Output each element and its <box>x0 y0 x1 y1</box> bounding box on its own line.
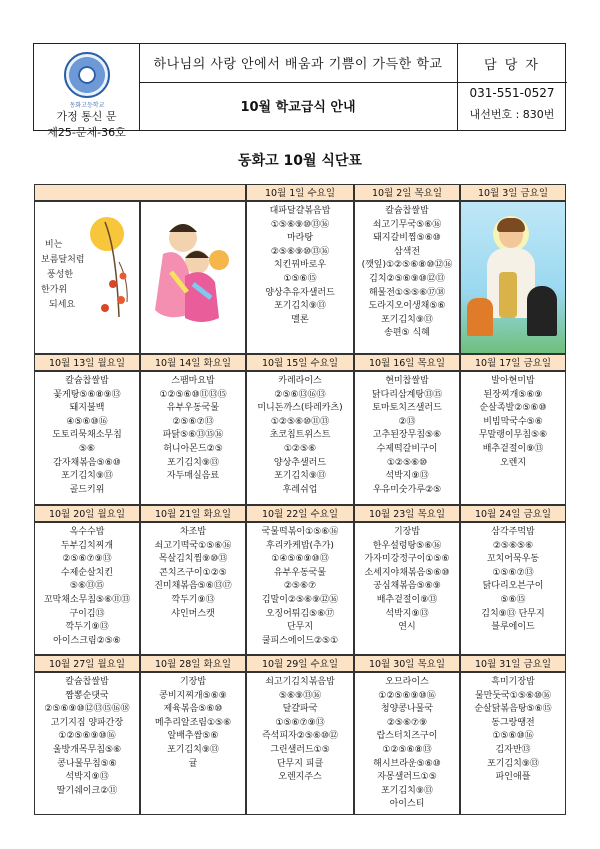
menu-item: ⑤⑥⑬⑮ <box>69 581 105 592</box>
menu-item: ⑤⑥⑮ <box>500 594 526 605</box>
menu-item: 치킨꿔바로우 <box>273 260 327 271</box>
menu-item: 포기김치⑨⑬ <box>274 471 326 482</box>
menu-item: 목살김치찜⑨⑩⑬ <box>158 554 228 565</box>
menu-item: 김말이②⑤⑥⑨⑫⑯ <box>261 594 339 605</box>
page-title: 동화고 10월 식단표 <box>238 153 362 169</box>
menu-item: 포기김치⑨⑬ <box>274 301 326 312</box>
menu-item: ②⑤⑥⑨⑩⑫⑬⑮⑯⑱ <box>44 704 130 715</box>
menu-item: 석박지⑨⑬ <box>385 608 429 619</box>
menu-item: ①②⑤⑥⑨⑩⑯ <box>58 731 116 742</box>
day-header: 10월 17일 금요일 <box>460 354 566 371</box>
day-header: 10월 31일 금요일 <box>460 655 566 672</box>
day-header: 10월 21일 화요일 <box>140 505 246 522</box>
newsletter-header <box>33 43 566 139</box>
menu-item: 콘치즈구이①②⑤ <box>159 567 227 578</box>
menu-item: 카레라이스 <box>278 376 322 386</box>
menu-item: 소세지야채볶음⑤⑥⑩ <box>364 567 450 578</box>
menu-item: 초코칩트위스트 <box>269 430 331 441</box>
menu-item: 칼슘찹쌀밥 <box>65 376 109 386</box>
menu-item: ①⑤⑥⑩⑯ <box>492 731 534 742</box>
day-menu <box>246 522 354 655</box>
menu-item: 딸기쉐이크②⑪ <box>56 785 118 796</box>
day-header: 10월 16일 목요일 <box>354 354 460 371</box>
day-header: 10월 3일 금요일 <box>460 184 566 201</box>
menu-item: 배추겉절이⑨⑬ <box>376 594 438 605</box>
menu-item: 울방개목무침⑤⑥ <box>52 744 122 755</box>
menu-item: ①②⑤⑥⑩⑪⑬ <box>270 416 330 427</box>
menu-item: 랍스터치즈구이 <box>376 731 438 742</box>
menu-item: 기장밥 <box>179 677 207 687</box>
menu-item: 달걀파국 <box>282 704 318 715</box>
contact-extension: 내선번호 : 830번 <box>469 108 555 121</box>
calligraphy-line-1: 비는 <box>45 240 63 250</box>
school-slogan: 하나님의 사랑 안에서 배움과 기쁨이 가득한 학교 <box>153 57 443 72</box>
menu-item: 유부우동국물 <box>273 567 327 578</box>
menu-item: 메추리알조림①⑤⑥ <box>154 717 232 728</box>
calligraphy-illustration <box>35 202 135 337</box>
menu-item: ①⑤⑥⑨⑩⑬⑯ <box>270 219 330 230</box>
menu-item: 단무지 <box>286 622 314 633</box>
hanbok-children-illustration <box>141 202 241 337</box>
newsletter-label: 가정 통신 문 <box>56 110 117 123</box>
day-header: 10월 22일 수요일 <box>246 505 354 522</box>
day-menu <box>246 371 354 505</box>
menu-item: ①②⑤⑥ <box>283 443 317 454</box>
logo-caption: 동화고등학교 <box>69 102 105 109</box>
menu-item: 꼬치어묵우동 <box>486 554 540 565</box>
menu-item: 쿨피스에이드②⑤① <box>261 635 339 646</box>
menu-item: ②⑬ <box>398 416 416 427</box>
menu-item: 기장밥 <box>393 527 421 537</box>
menu-item: 포기김치⑨⑬ <box>167 744 219 755</box>
menu-item: 순살족발②⑤⑥⑩ <box>479 403 547 414</box>
menu-item: 콩나물무침⑤⑥ <box>57 758 117 769</box>
day-header: 10월 29일 수요일 <box>246 655 354 672</box>
menu-item: 오징어튀김⑤⑥⑰ <box>265 608 335 619</box>
menu-item: 파닭⑤⑥⑬⑮⑯ <box>162 430 224 441</box>
menu-item: 포기김치⑨⑬ <box>61 471 113 482</box>
day-header: 10월 24일 금요일 <box>460 505 566 522</box>
day-menu <box>140 522 246 655</box>
menu-item: 두부김치찌개 <box>60 540 114 551</box>
menu-item: 샤인머스캣 <box>171 608 215 619</box>
menu-item: ①②⑤⑥⑩⑪⑬⑮ <box>159 389 227 400</box>
menu-item: ④⑤⑥⑩⑯ <box>66 416 108 427</box>
menu-item: 허니아몬드②⑤ <box>163 443 223 454</box>
day-menu <box>34 522 140 655</box>
menu-item: 순살닭볶음탕⑤⑥⑮ <box>474 704 552 715</box>
menu-item: 포기김치⑨⑬ <box>167 457 219 468</box>
menu-item: 알배추쌈⑤⑥ <box>167 731 219 742</box>
menu-item: 포기김치⑨⑬ <box>381 314 433 325</box>
menu-item: 배추겉절이⑨⑬ <box>482 443 544 454</box>
menu-item: 자몽샐러드①⑤ <box>377 772 437 783</box>
menu-item: 후리카케밥(추가) <box>266 540 334 551</box>
menu-item: 오렌지주스 <box>278 772 322 783</box>
menu-item: 발아현미밥 <box>491 376 535 386</box>
menu-item: ①⑤⑥⑮ <box>283 273 317 284</box>
day-menu <box>34 672 140 815</box>
school-logo <box>64 52 110 98</box>
menu-item: ②⑤⑥⑦⑬ <box>172 416 214 427</box>
menu-item: 짬뽕순댓국 <box>65 690 109 701</box>
menu-item: 김치②⑤⑥⑨⑩⑫⑬ <box>369 273 445 284</box>
menu-item: 그린샐러드①⑤ <box>270 744 330 755</box>
menu-item: 아이스크림②⑤⑥ <box>53 635 121 646</box>
menu-item: 쇠고기김치볶음밥 <box>265 677 335 687</box>
menu-item: 도토리묵채소무침 <box>52 430 122 441</box>
menu-item: ⑤⑥ <box>78 443 96 454</box>
menu-item: 스팸마요밥 <box>171 376 215 386</box>
menu-item: 즉석피자②⑤⑥⑩⑫ <box>261 731 339 742</box>
menu-item: 도라지오이생채⑤⑥ <box>368 301 446 312</box>
menu-item: 물만둣국①⑤⑥⑩⑯ <box>474 690 552 701</box>
menu-item: 대파달걀볶음밥 <box>269 206 331 216</box>
menu-item: 현미찹쌀밥 <box>385 376 429 386</box>
menu-item: 양상추유자샐러드 <box>265 287 335 298</box>
menu-item: (깻잎)①②⑤⑥⑧⑩⑫⑯ <box>361 260 453 271</box>
menu-item: 돼지불백 <box>69 403 105 414</box>
menu-item: 유부우동국물 <box>166 403 220 414</box>
menu-item: 석박지⑨⑬ <box>65 772 109 783</box>
menu-item: 우유미숫가루②⑤ <box>372 484 442 495</box>
menu-item: 포기김치⑨⑬ <box>381 785 433 796</box>
menu-item: 석박지⑨⑬ <box>385 471 429 482</box>
day-header: 10월 15일 수요일 <box>246 354 354 371</box>
menu-item: ①②⑤⑥⑩ <box>386 457 428 468</box>
menu-item: 후레쉬업 <box>282 484 318 495</box>
menu-item: ②⑤⑥⑤⑥ <box>492 540 534 551</box>
day-header: 10월 14일 화요일 <box>140 354 246 371</box>
menu-item: 구이김⑬ <box>69 608 105 619</box>
menu-item: ②⑤⑥⑦ <box>283 581 317 592</box>
day-header: 10월 1일 수요일 <box>246 184 354 201</box>
menu-item: 꼬막채소무침⑤⑥⑪⑬ <box>43 594 131 605</box>
menu-item: 수제순살치킨 <box>60 567 114 578</box>
menu-item: 옥수수밥 <box>69 527 105 537</box>
menu-item: 삼색전 <box>393 246 421 257</box>
menu-item: 쇠고기무국⑤⑥⑯ <box>372 219 442 230</box>
menu-item: ②⑤⑥⑬⑯⑬ <box>274 389 326 400</box>
menu-item: 골드키위 <box>69 484 105 495</box>
menu-item: 연시 <box>398 622 416 633</box>
day-header: 10월 20일 월요일 <box>34 505 140 522</box>
menu-item: 마라탕 <box>286 233 314 244</box>
day-menu <box>246 201 354 354</box>
menu-item: 칼슘찹쌀밥 <box>385 206 429 216</box>
calligraphy-line-3: 풍성한 <box>47 270 74 280</box>
day-menu <box>354 371 460 505</box>
menu-item: 파인애플 <box>495 772 531 783</box>
day-menu <box>354 672 460 815</box>
menu-item: 귤 <box>188 758 198 769</box>
menu-item: 해시브라운⑤⑥⑩ <box>373 758 441 769</box>
contact-phone: 031-551-0527 <box>469 86 555 100</box>
menu-item: 감자채볶음⑤⑥⑩ <box>53 457 121 468</box>
menu-item: 양상추샐러드 <box>273 457 327 468</box>
menu-item: ①②⑤⑥⑨⑩⑯ <box>378 690 436 701</box>
calligraphy-line-4: 한가위 <box>41 285 68 295</box>
menu-item: 차조밥 <box>179 527 207 537</box>
day-menu <box>460 522 566 655</box>
menu-item: 김치⑨⑬ 단무지 <box>481 608 545 619</box>
menu-item: 국물떡볶이①⑤⑥⑯ <box>261 527 339 537</box>
menu-item: 고추된장무침⑤⑥ <box>372 430 442 441</box>
menu-item: ①⑤⑥⑦⑨⑬ <box>275 717 325 728</box>
menu-item: 비빔막국수⑤⑥ <box>483 416 543 427</box>
day-menu <box>354 522 460 655</box>
day-menu <box>460 672 566 815</box>
jesus-illustration <box>461 202 565 353</box>
menu-item: 수제떡갈비구이 <box>376 443 438 454</box>
menu-item: 가자미강정구이①⑤⑥ <box>364 554 450 565</box>
day-header: 10월 2일 목요일 <box>354 184 460 201</box>
menu-item: ①④⑤⑥⑨⑩⑬ <box>271 554 329 565</box>
menu-item: 멜론 <box>291 314 309 325</box>
day-menu <box>140 371 246 505</box>
menu-item: 청양콩나물국 <box>380 704 434 715</box>
menu-item: 공심채볶음⑤⑥⑨ <box>373 581 441 592</box>
day-menu <box>34 371 140 505</box>
day-menu <box>246 672 354 815</box>
menu-item: 미니돈까스(타레카츠) <box>257 403 343 414</box>
menu-item: 진미채볶음⑤⑥⑬⑰ <box>154 581 232 592</box>
day-header: 10월 30일 목요일 <box>354 655 460 672</box>
menu-item: 깍두기⑨⑬ <box>65 622 109 633</box>
menu-item: 오므라이스 <box>385 677 429 687</box>
contact-title: 담 당 자 <box>484 58 540 73</box>
menu-item: 한우설렁탕⑤⑥⑯ <box>372 540 442 551</box>
notice-title: 10월 학교급식 안내 <box>240 100 356 115</box>
illustration-cell <box>460 201 566 354</box>
calligraphy-line-2: 보름달처럼 <box>41 255 85 265</box>
menu-item: 토마토치즈샐러드 <box>372 403 442 414</box>
menu-item: 김자반⑬ <box>495 744 531 755</box>
day-menu <box>354 201 460 354</box>
illustration-cell <box>140 201 246 354</box>
menu-item: 아이스티 <box>389 799 425 810</box>
menu-item: ①⑤⑥⑦⑬ <box>492 567 534 578</box>
menu-item: 돼지갈비찜⑤⑥⑩ <box>373 233 441 244</box>
illustration-cell <box>34 201 140 354</box>
menu-item: 쇠고기떡국①⑤⑥⑯ <box>154 540 232 551</box>
blank-header-cell <box>34 184 246 201</box>
document-number: 제25-문체-36호 <box>47 126 126 139</box>
menu-item: 닭다리삼계탕⑬⑮ <box>371 389 443 400</box>
calligraphy-text <box>41 238 87 310</box>
day-header: 10월 27일 월요일 <box>34 655 140 672</box>
menu-item: ①②⑤⑥⑧⑬ <box>382 744 432 755</box>
menu-item: 고기지짐 양파간장 <box>50 717 124 728</box>
menu-item: ②⑤⑥⑨⑩⑬⑯ <box>270 246 330 257</box>
menu-item: 송편⑤ 식혜 <box>384 328 430 339</box>
menu-item: 동그랑땡전 <box>491 717 535 728</box>
menu-item: 오렌지 <box>499 457 527 468</box>
menu-item: 해물전①⑤⑤⑥⑰⑱ <box>368 287 446 298</box>
day-menu <box>460 371 566 505</box>
menu-item: 된장찌개⑤⑥⑨ <box>483 389 543 400</box>
menu-item: 자두매실음료 <box>166 471 220 482</box>
menu-item: ⑤⑥⑨⑬⑯ <box>278 690 322 701</box>
menu-item: 칼슘찹쌀밥 <box>65 677 109 687</box>
menu-item: 삼각주먹밥 <box>491 527 535 537</box>
menu-item: 꽃게탕⑤⑥⑧⑨⑬ <box>53 389 121 400</box>
day-header: 10월 13일 월요일 <box>34 354 140 371</box>
day-header: 10월 28일 화요일 <box>140 655 246 672</box>
menu-item: ②⑤⑥⑦⑨ <box>386 717 428 728</box>
menu-item: 흑미기장밥 <box>491 677 535 687</box>
menu-item: 블루에이드 <box>491 622 535 633</box>
menu-item: 콩비지찌개⑤⑥⑨ <box>159 690 227 701</box>
calligraphy-line-5: 되세요 <box>49 300 76 310</box>
menu-item: ②⑤⑥⑦⑨⑬ <box>62 554 112 565</box>
day-menu <box>140 672 246 815</box>
menu-item: 포기김치⑨⑬ <box>487 758 539 769</box>
menu-item: 제육볶음⑤⑥⑩ <box>163 704 223 715</box>
menu-item: 무말랭이무침⑤⑥ <box>478 430 548 441</box>
day-header: 10월 23일 목요일 <box>354 505 460 522</box>
menu-item: 깍두기⑨⑬ <box>171 594 215 605</box>
menu-item: 닭다리오븐구이 <box>482 581 544 592</box>
menu-item: 단무지 피클 <box>276 758 324 769</box>
